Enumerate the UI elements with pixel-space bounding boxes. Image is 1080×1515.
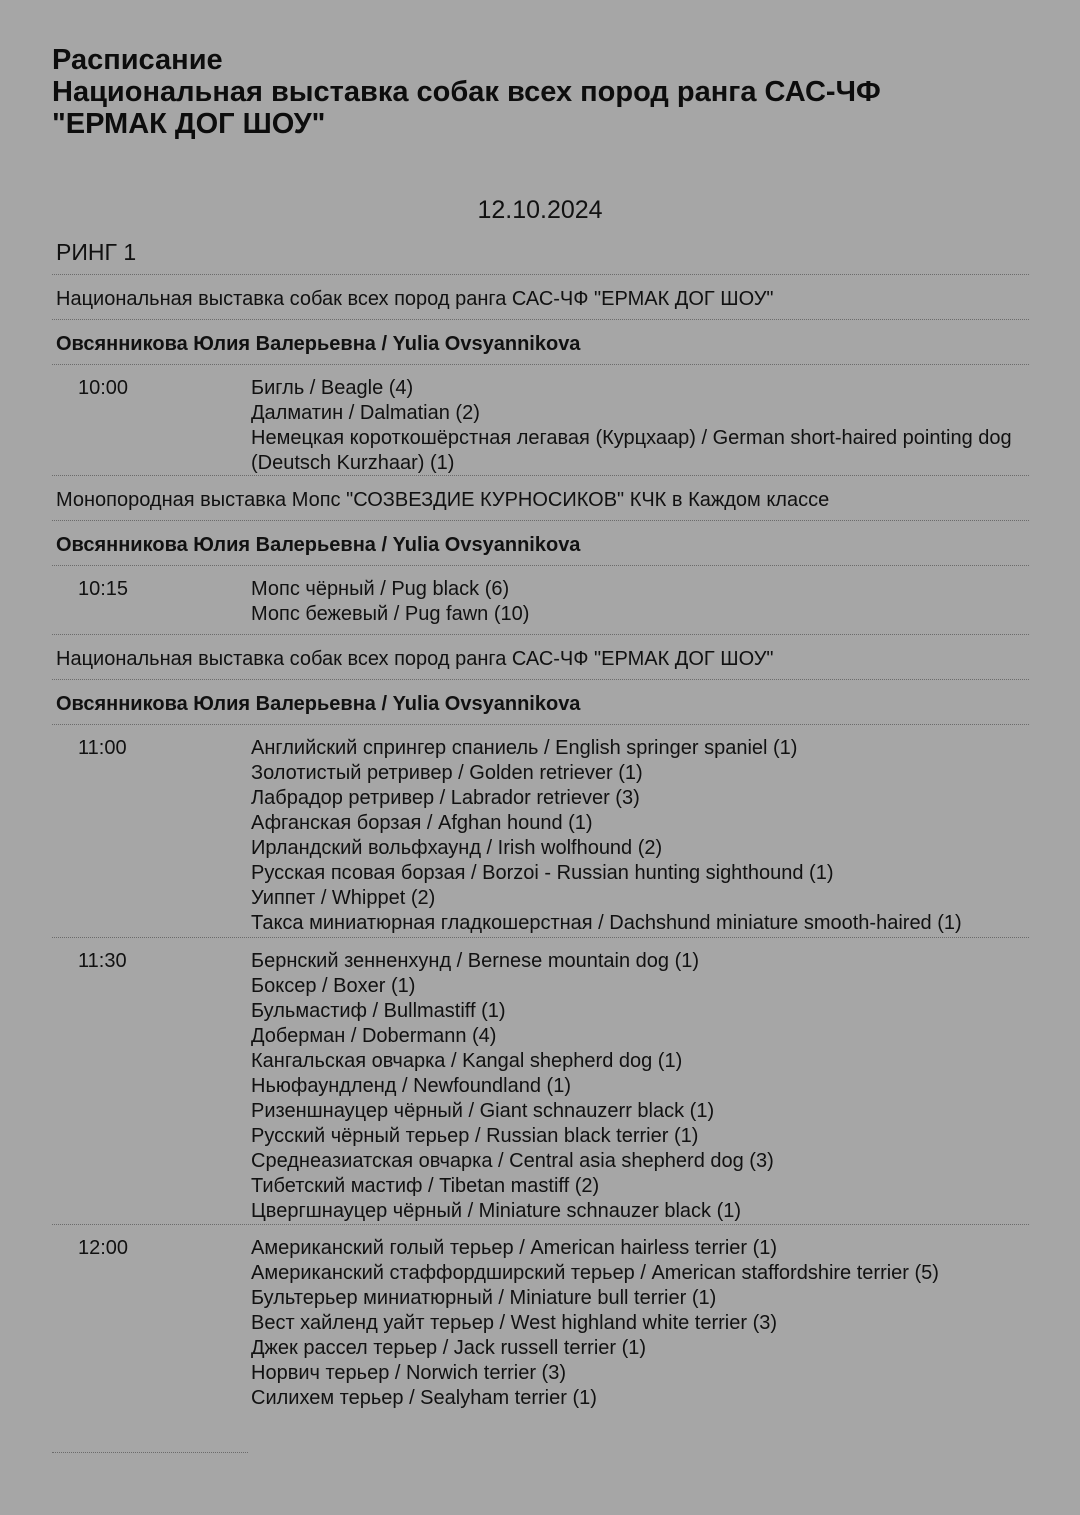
breed-entry: Бернский зенненхунд / Bernese mountain dog (1) [251, 950, 700, 972]
breed-entry: Русский чёрный терьер / Russian black terrier (1) [251, 1125, 699, 1147]
breed-entry: Немецкая короткошёрстная легавая (Курцхаар) / German short-haired pointing dog (Deutsch Kurzhaar) (1) [251, 427, 1012, 474]
breed-entry: Американский голый терьер / American hairless terrier (1) [251, 1237, 778, 1259]
breed-entry: Силихем терьер / Sealyham terrier (1) [251, 1387, 597, 1409]
judge-name: Овсянникова Юлия Валерьевна / Yulia Ovsyannikova [52, 679, 1029, 724]
breed-entry: Среднеазиатская овчарка / Central asia shepherd dog (3) [251, 1150, 774, 1172]
breed-entry: Тибетский мастиф / Tibetan mastiff (2) [251, 1175, 600, 1197]
breed-entry: Боксер / Boxer (1) [251, 975, 416, 997]
time-slot [52, 937, 1029, 1224]
breed-entry: Уиппет / Whippet (2) [251, 887, 436, 909]
breed-entry: Английский спрингер спаниель / English springer spaniel (1) [251, 737, 798, 759]
breed-entry: Кангальская овчарка / Kangal shepherd dog (1) [251, 1050, 683, 1072]
slot-time: 10:15 [78, 578, 129, 600]
breed-list [248, 736, 1027, 937]
breed-list [248, 577, 1027, 634]
show-section-header: Национальная выставка собак всех пород ранга САС-ЧФ "ЕРМАК ДОГ ШОУ" [52, 634, 1029, 679]
breed-entry: Цвергшнауцер чёрный / Miniature schnauzer black (1) [251, 1200, 742, 1222]
slot-time: 11:30 [78, 950, 127, 972]
breed-entry: Далматин / Dalmatian (2) [251, 402, 480, 424]
breed-entry: Бультерьер миниатюрный / Miniature bull terrier (1) [251, 1287, 717, 1309]
event-date: 12.10.2024 [477, 196, 603, 224]
slot-time: 10:00 [78, 377, 129, 399]
breed-entry: Доберман / Dobermann (4) [251, 1025, 497, 1047]
ring-label: РИНГ 1 [56, 239, 137, 265]
breed-entry: Джек рассел терьер / Jack russell terrier (1) [251, 1337, 647, 1359]
breed-entry: Ирландский вольфхаунд / Irish wolfhound (2) [251, 837, 663, 859]
breed-list [248, 1236, 1027, 1409]
title-line-2: Национальная выставка собак всех пород ранга САС-ЧФ [52, 76, 881, 108]
title-line-1: Расписание [52, 44, 223, 76]
time-slot [52, 724, 1029, 937]
schedule-table [52, 274, 1029, 1409]
breed-entry: Лабрадор ретривер / Labrador retriever (3) [251, 787, 640, 809]
time-slot [52, 1224, 1029, 1409]
breed-entry: Бульмастиф / Bullmastiff (1) [251, 1000, 506, 1022]
show-section-header: Монопородная выставка Мопс "СОЗВЕЗДИЕ КУРНОСИКОВ" КЧК в Каждом классе [52, 475, 1029, 520]
breed-entry: Вест хайленд уайт терьер / West highland white terrier (3) [251, 1312, 778, 1334]
breed-entry: Русская псовая борзая / Borzoi - Russian hunting sighthound (1) [251, 862, 834, 884]
time-slot [52, 364, 1029, 475]
breed-entry: Мопс бежевый / Pug fawn (10) [251, 603, 530, 625]
breed-entry: Мопс чёрный / Pug black (6) [251, 578, 510, 600]
slot-time: 12:00 [78, 1237, 129, 1259]
breed-list [248, 376, 1027, 475]
judge-name: Овсянникова Юлия Валерьевна / Yulia Ovsyannikova [52, 520, 1029, 565]
table-bottom-divider [52, 1452, 248, 1453]
title-line-3: "ЕРМАК ДОГ ШОУ" [52, 108, 326, 140]
breed-entry: Такса миниатюрная гладкошерстная / Dachshund miniature smooth-haired (1) [251, 912, 962, 934]
time-slot [52, 565, 1029, 634]
breed-entry: Золотистый ретривер / Golden retriever (1) [251, 762, 643, 784]
judge-name: Овсянникова Юлия Валерьевна / Yulia Ovsyannikova [52, 319, 1029, 364]
breed-entry: Норвич терьер / Norwich terrier (3) [251, 1362, 566, 1384]
breed-list [248, 949, 1027, 1224]
slot-time: 11:00 [78, 737, 127, 759]
breed-entry: Американский стаффордширский терьер / American staffordshire terrier (5) [251, 1262, 939, 1284]
breed-entry: Ризеншнауцер чёрный / Giant schnauzerr black (1) [251, 1100, 715, 1122]
document-title [52, 44, 1042, 140]
breed-entry: Бигль / Beagle (4) [251, 377, 414, 399]
breed-entry: Афганская борзая / Afghan hound (1) [251, 812, 593, 834]
show-section-header: Национальная выставка собак всех пород ранга САС-ЧФ "ЕРМАК ДОГ ШОУ" [52, 274, 1029, 319]
breed-entry: Ньюфаундленд / Newfoundland (1) [251, 1075, 571, 1097]
